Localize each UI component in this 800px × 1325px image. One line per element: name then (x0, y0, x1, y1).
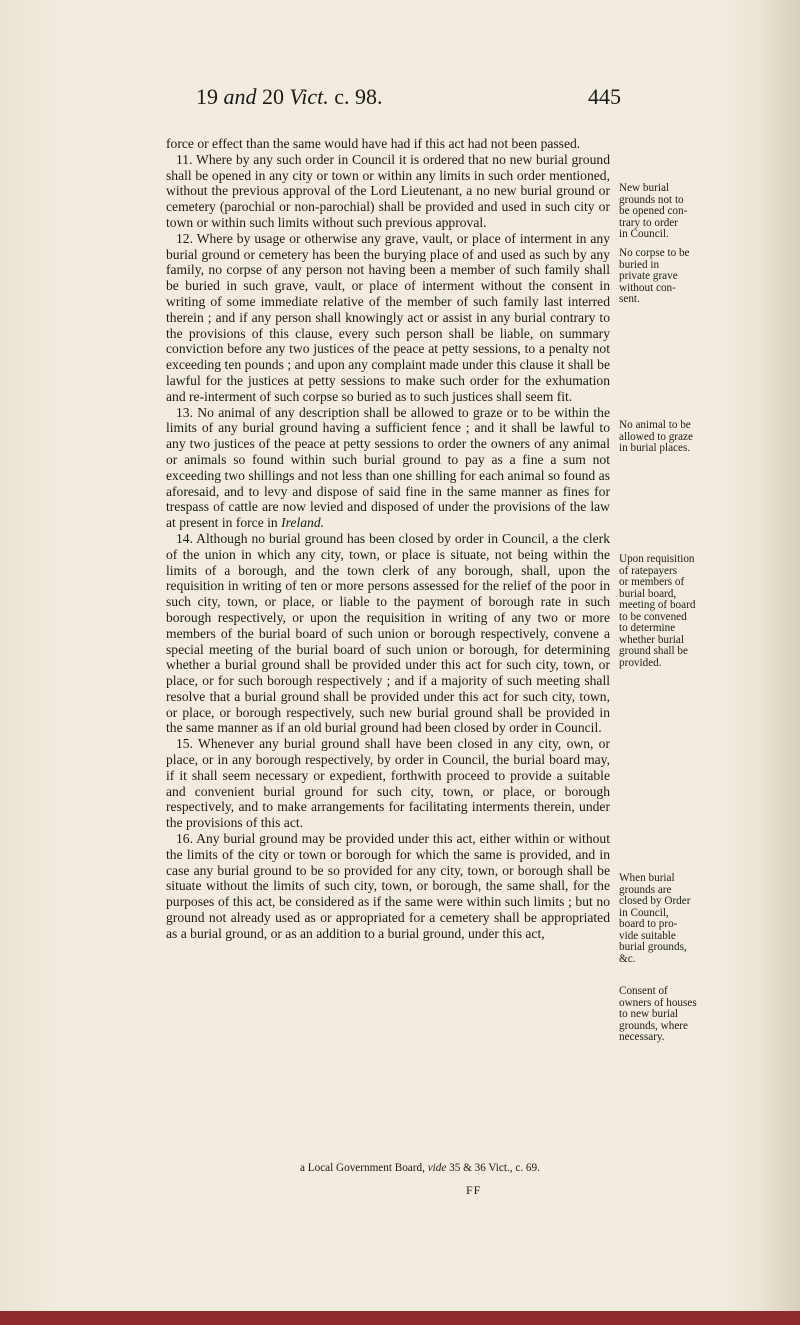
page-number: 445 (588, 84, 621, 109)
margin-note-closed-grounds: When burial grounds are closed by Order in Council, board to pro- vide suitable burial grounds, &c. (619, 872, 691, 965)
margin-note-no-corpse: No corpse to be buried in private grave without con- sent. (619, 247, 690, 305)
margin-note-requisition: Upon requisition of ratepayers or members of burial board, meeting of board to be convened to determine whether burial ground shall be provided. (619, 553, 696, 669)
margin-note-new-burial: New burial grounds not to be opened con- trary to order in Council. (619, 182, 688, 240)
running-header (0, 84, 800, 114)
section-11: 11. Where by any such order in Council it is ordered that no new burial ground shall be opened in any city or town or within any limits in such order mentioned, without the previous approval of the Lord Lieutenant, a no new burial ground or cemetery (parochial or non-parochial) shall be provided and used in such city or town or within such limits without such previous approval. (166, 151, 610, 230)
section-13: 13. No animal of any description shall be allowed to graze or to be within the limits of any burial ground having a sufficient fence ; and it shall be lawful to any two justices of the peace at petty sessions to order the owners of any animal or animals so found within such burial ground to pay as a fine a sum not exceeding two shillings and not less than one shilling for each animal so found as aforesaid, and to levy and dispose of said fine in the same manner as fines for trespass of cattle are now levied and disposed of under the provisions of the law at present in force in Ireland. (166, 404, 610, 531)
printer-signature-mark: FF (466, 1183, 482, 1197)
intro-paragraph: force or effect than the same would have had if this act had not been passed. (166, 136, 581, 151)
margin-note-no-animal: No animal to be allowed to graze in burial places. (619, 419, 693, 454)
section-16: 16. Any burial ground may be provided under this act, either within or without the limits of the city or town or borough for which the same is provided, and in case any burial ground to be so provided for any city, town, or borough shall be situate without the limits of such city, town, or borough, the same shall, for the purposes of this act, be considered as if the same were within such limits ; but no ground not already used as or appropriated for a cemetery shall be appropriated as a burial ground, or as an addition to a burial ground, under this act, (166, 831, 610, 941)
margin-note-consent-owners: Consent of owners of houses to new burial grounds, where necessary. (619, 985, 697, 1043)
footnote: a Local Government Board, vide 35 & 36 Vict., c. 69. (300, 1162, 540, 1174)
page-edge-shadow (762, 0, 800, 1325)
section-14: 14. Although no burial ground has been closed by order in Council, a the clerk of the union in which any city, town, or place is situate, not being within the limits of a borough, and the town clerk of any borough, shall, upon the requisition in writing of ten or more persons assessed for the relief of the poor in such city, town, or place, or liable to the payment of borough rate in such borough respectively, or upon the requisition in writing of any two or more members of the burial board of such union or borough respectively, convene a special meeting of the burial board of such union or borough, for determining whether a burial ground shall be provided under this act for such city, town, or place, or for such borough respectively ; and if a majority of such meeting shall resolve that a burial ground shall be provided under this act for such city, town, or place, or borough respectively, such new burial ground shall be provided in the same manner as if an old burial ground had been closed by order in Council. (166, 530, 610, 736)
section-12: 12. Where by usage or otherwise any grave, vault, or place of interment in any burial ground or cemetery has been the burying place of and used as such by any family, no corpse of any person not having been a member of such family shall be buried in such grave, vault, or place of interment without the consent in writing of some immediate relative of the member of such family last interred therein ; and if any person shall knowingly act or assist in any burial contrary to the provisions of this clause, every such person shall be liable, on summary conviction before any two justices of the peace at petty sessions, to a penalty not exceeding ten pounds ; and upon any complaint made under this clause it shall be lawful for the justices at petty sessions to make such order for the exhumation and re-interment of such corpse so buried as to such justices shall seem fit. (166, 230, 610, 404)
main-text-column (166, 136, 610, 942)
section-15: 15. Whenever any burial ground shall have been closed in any city, own, or place, or in any borough respectively, by order in Council, the burial board may, if it shall seem necessary or expedient, forthwith proceed to provide a suitable and convenient burial ground for such city, town, or place, or borough respectively, and to make arrangements for facilitating interments therein, under the provisions of this act. (166, 736, 610, 831)
act-citation: 19 and 20 Vict. c. 98. (196, 84, 383, 109)
scan-bottom-border (0, 1311, 800, 1325)
